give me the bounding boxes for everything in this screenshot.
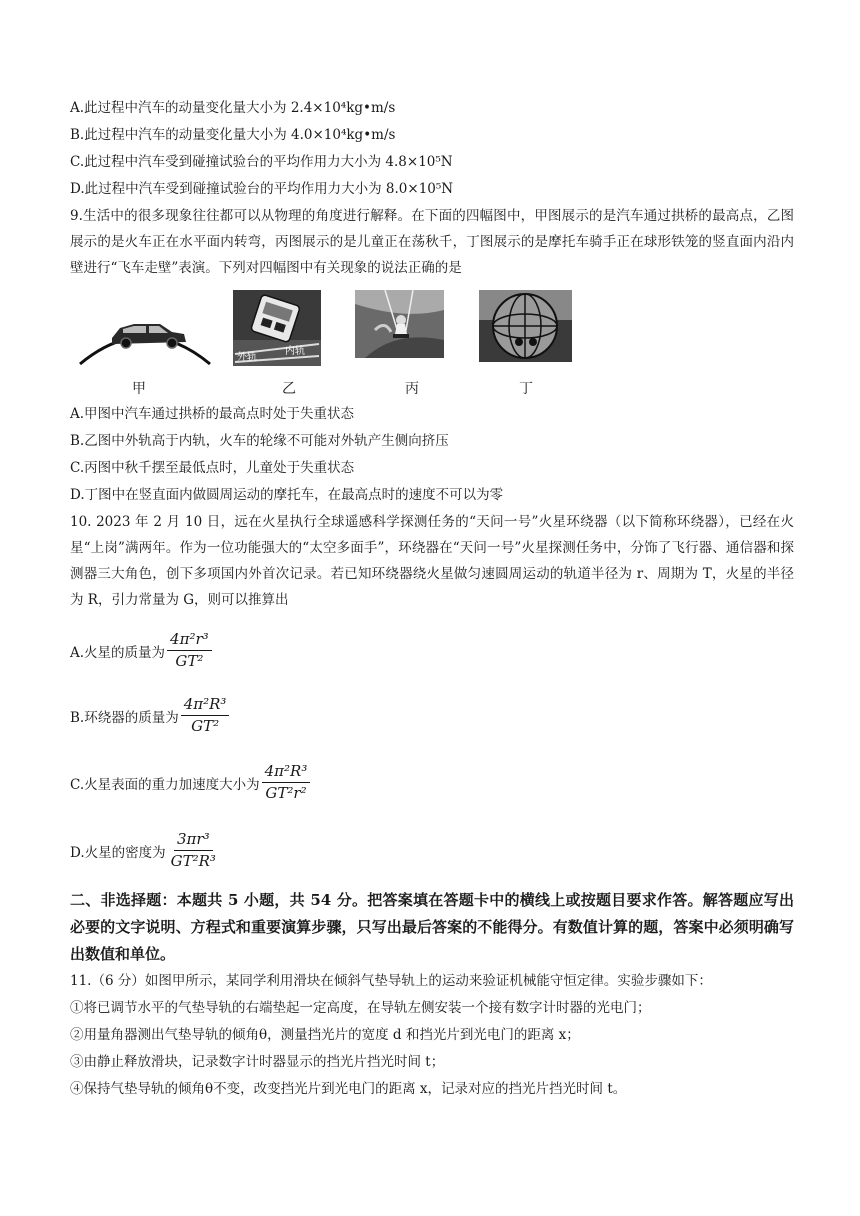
- q10-option-a: [70, 630, 212, 671]
- q9-option-a: A.甲图中汽车通过拱桥的最高点时处于失重状态: [70, 406, 355, 422]
- car-icon: [112, 324, 186, 348]
- q8-option-a: A.此过程中汽车的动量变化量大小为 2.4×10⁴kg•m/s: [70, 100, 396, 116]
- section2-heading: 二、非选择题：本题共 5 小题，共 54 分。把答案填在答题卡中的横线上或按题目要求作答。解答题应写出必要的文字说明、方程式和重要演算步骤，只写出最后答案的不能得分。有数值计算的题，答案中必须明确写出数值和单位。: [70, 891, 794, 963]
- q11-step4: ④保持气垫导轨的倾角θ不变，改变挡光片到光电门的距离 x，记录对应的挡光片挡光时间 t。: [70, 1081, 627, 1097]
- q10-a-denominator: GT²: [175, 652, 204, 670]
- figure-jia-car-bridge: [76, 290, 214, 368]
- q8-option-c: C.此过程中汽车受到碰撞试验台的平均作用力大小为 4.8×10⁵N: [70, 154, 453, 170]
- q10-option-b: [70, 695, 229, 736]
- q10-option-d-text: D.火星的密度为: [70, 844, 166, 861]
- q8-option-d: D.此过程中汽车受到碰撞试验台的平均作用力大小为 8.0×10⁵N: [70, 181, 454, 197]
- q11-step1: ①将已调节水平的气垫导轨的右端垫起一定高度，在导轨左侧安装一个接有数字计时器的光电门；: [70, 1000, 651, 1016]
- q10-option-a-fraction: [167, 630, 212, 671]
- q10-b-denominator: GT²: [191, 717, 220, 735]
- q8-option-b: B.此过程中汽车的动量变化量大小为 4.0×10⁴kg•m/s: [70, 127, 396, 143]
- q10-b-numerator: 4π²R³: [181, 695, 230, 716]
- q11-step3: ③由静止释放滑块，记录数字计时器显示的挡光片挡光时间 t；: [70, 1054, 445, 1070]
- caption-jia: 甲: [132, 381, 146, 397]
- q10-d-numerator: 3πr³: [174, 830, 213, 851]
- q10-option-c-text: C.火星表面的重力加速度大小为: [70, 776, 260, 793]
- q10-option-c-fraction: [262, 762, 311, 803]
- q11-stem: 11.（6 分）如图甲所示，某同学利用滑块在倾斜气垫导轨上的运动来验证机械能守恒定律。实验步骤如下：: [70, 973, 712, 989]
- q10-option-b-fraction: [181, 695, 230, 736]
- q10-a-numerator: 4π²r³: [167, 630, 212, 651]
- figure-ding-cage: [479, 290, 572, 362]
- q10-option-d-fraction: [168, 830, 219, 871]
- q9-option-c: C.丙图中秋千摆至最低点时，儿童处于失重状态: [70, 460, 355, 476]
- figure-bing-swing: [355, 290, 444, 358]
- label-inner-rail: 内轨: [285, 346, 305, 357]
- q10-stem: 10. 2023 年 2 月 10 日，远在火星执行全球遥感科学探测任务的“天问一号”火星环绕器（以下简称环绕器），已经在火星“上岗”满两年。作为一位功能强大的“太空多面手”，环绕器在“天问一号”火星探测任务中，分饰了飞行器、通信器和探测器三大角色，创下多项国内外首次记录。若已知环绕器绕火星做匀速圆周运动的轨道半径为 r、周期为 T，火星的半径为 R，引力常量为 G，则可以推算出: [70, 514, 794, 608]
- q10-option-d: [70, 830, 219, 871]
- caption-bing: 丙: [405, 381, 419, 397]
- q10-c-numerator: 4π²R³: [262, 762, 311, 783]
- q10-option-c: [70, 762, 310, 803]
- q11-step2: ②用量角器测出气垫导轨的倾角θ，测量挡光片的宽度 d 和挡光片到光电门的距离 x；: [70, 1027, 580, 1043]
- q10-d-denominator: GT²R³: [170, 852, 216, 870]
- caption-ding: 丁: [519, 381, 533, 397]
- q9-option-b: B.乙图中外轨高于内轨，火车的轮缘不可能对外轨产生侧向挤压: [70, 433, 449, 449]
- label-outer-rail: 外轨: [237, 352, 257, 363]
- figure-yi-train-turn: [233, 290, 321, 366]
- q10-c-denominator: GT²r²: [265, 784, 307, 802]
- q9-option-d: D.丁图中在竖直面内做圆周运动的摩托车，在最高点时的速度不可以为零: [70, 487, 504, 503]
- q9-stem: 9.生活中的很多现象往往都可以从物理的角度进行解释。在下面的四幅图中，甲图展示的是汽车通过拱桥的最高点，乙图展示的是火车正在水平面内转弯，丙图展示的是儿童正在荡秋千，丁图展示的是摩托车骑手正在球形铁笼的竖直面内沿内壁进行“飞车走壁”表演。下列对四幅图中有关现象的说法正确的是: [70, 208, 794, 276]
- q10-option-a-text: A.火星的质量为: [70, 644, 166, 661]
- caption-yi: 乙: [282, 381, 296, 397]
- q10-option-b-text: B.环绕器的质量为: [70, 709, 179, 726]
